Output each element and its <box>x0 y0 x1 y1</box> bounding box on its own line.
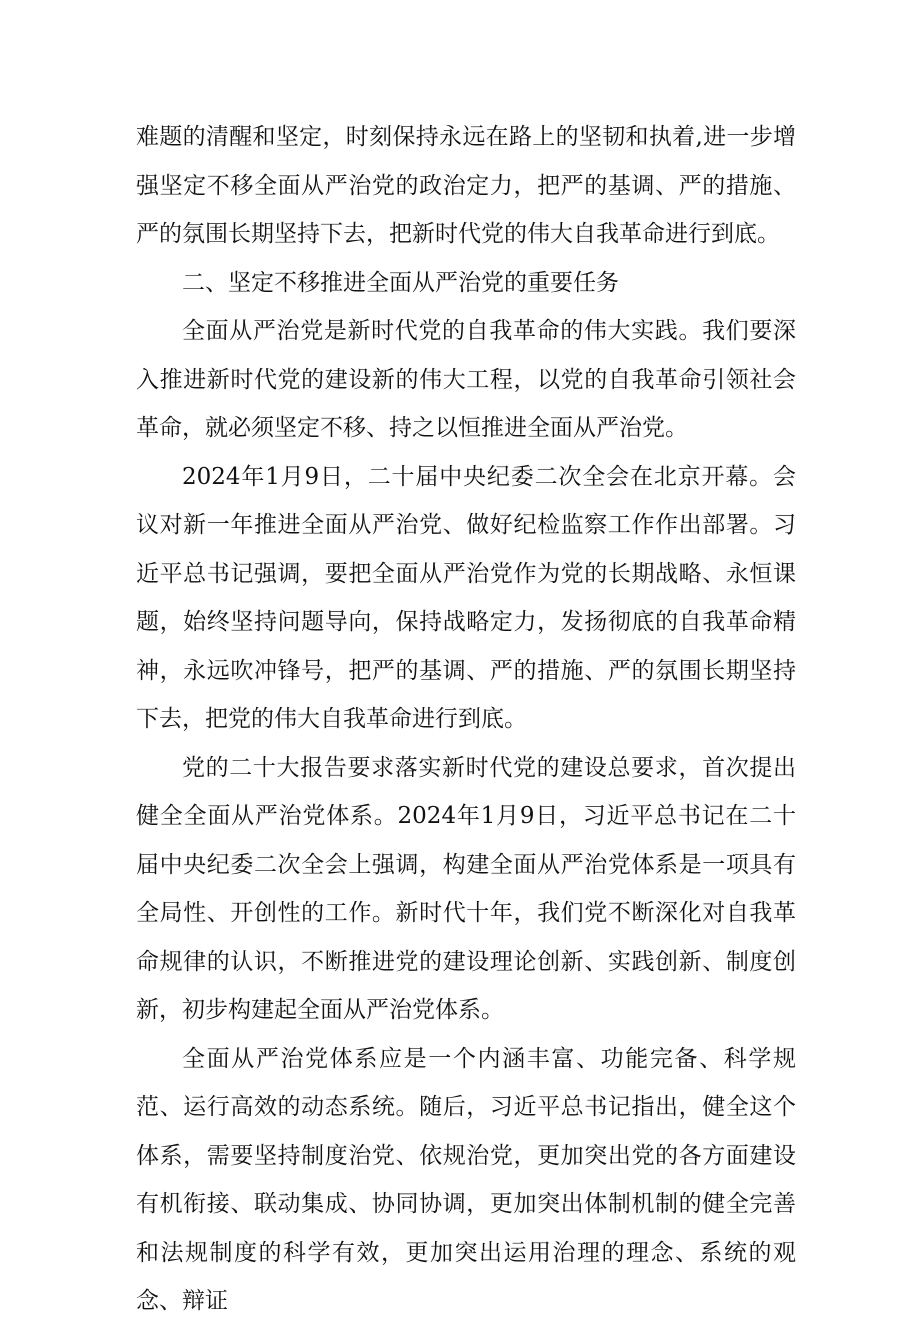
paragraph: 党的二十大报告要求落实新时代党的建设总要求，首次提出健全全面从严治党体系。2024年1月9日，习近平总书记在二十届中央纪委二次全会上强调，构建全面从严治党体系是一项具有全局性、开创性的工作。新时代十年，我们党不断深化对自我革命规律的认识，不断推进党的建设理论创新、实践创新、制度创新，初步构建起全面从严治党体系。 <box>136 754 796 1023</box>
paragraph-continuation: 难题的清醒和坚定，时刻保持永远在路上的坚韧和执着,进一步增强坚定不移全面从严治党的政治定力，把严的基调、严的措施、严的氛围长期坚持下去，把新时代党的伟大自我革命进行到底。 <box>136 124 796 247</box>
paragraph: 全面从严治党是新时代党的自我革命的伟大实践。我们要深入推进新时代党的建设新的伟大工程，以党的自我革命引领社会革命，就必须坚定不移、持之以恒推进全面从严治党。 <box>136 318 796 441</box>
paragraph: 2024年1月9日，二十届中央纪委二次全会在北京开幕。会议对新一年推进全面从严治党、做好纪检监察工作作出部署。习近平总书记强调，要把全面从严治党作为党的长期战略、永恒课题，始终坚持问题导向，保持战略定力，发扬彻底的自我革命精神，永远吹冲锋号，把严的基调、严的措施、严的氛围长期坚持下去，把党的伟大自我革命进行到底。 <box>136 463 796 732</box>
paragraph: 全面从严治党体系应是一个内涵丰富、功能完备、科学规范、运行高效的动态系统。随后，习近平总书记指出，健全这个体系，需要坚持制度治党、依规治党，更加突出党的各方面建设有机衔接、联动集成、协同协调，更加突出体制机制的健全完善和法规制度的科学有效，更加突出运用治理的理念、系统的观念、辩证 <box>136 1045 796 1314</box>
document-body <box>136 113 796 1326</box>
section-heading: 二、坚定不移推进全面从严治党的重要任务 <box>182 269 619 296</box>
